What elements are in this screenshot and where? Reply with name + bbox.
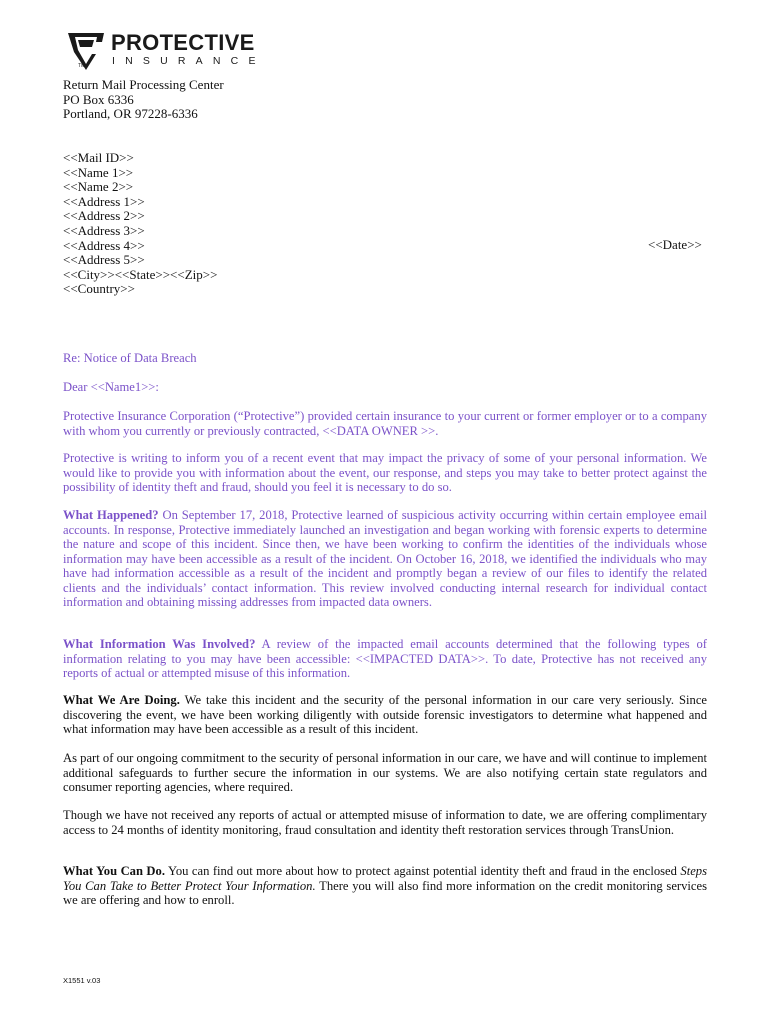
what-can-do-heading: What You Can Do.: [63, 864, 165, 878]
logo-wordmark: PROTECTIVE: [111, 30, 255, 55]
recipient-line: <<Name 1>>: [63, 164, 134, 180]
intro-paragraph-1: Protective Insurance Corporation (“Protective”) provided certain insurance to your current or former employer or to a company with whom you currently or previously contracted, <<DATA OWNER >>.: [63, 409, 707, 438]
subject-line: Re: Notice of Data Breach: [63, 351, 197, 365]
what-can-do-body: You can find out more about how to protect against potential identity theft and fraud in the enclosed: [164, 864, 681, 878]
recipient-line: <<Address 3>>: [63, 222, 145, 238]
commitment-paragraph: As part of our ongoing commitment to the security of personal information in our care, we have and will continue to implement additional safeguards to further secure the information in our systems. We are also notifying certain state regulators and consumer reporting agencies, where required.: [63, 751, 707, 794]
form-code: X1551 v.03: [63, 976, 101, 985]
recipient-line: <<Address 2>>: [63, 208, 145, 224]
steps-document-title: Steps You Can Take to Better Protect Your Information.: [63, 864, 707, 893]
mail-id: <<Mail ID>>: [63, 150, 134, 165]
what-doing-body: We take this incident and the security of the personal information in our care very seriously. Since discovering the event, we have been working diligently with outside forensic investigators to determine what happened and what information may have been accessible as a result of this incident.: [63, 693, 707, 736]
intro-paragraph-2: Protective is writing to inform you of a recent event that may impact the privacy of some of your personal information. We would like to provide you with information about the event, our response, and steps you may take to better protect against the possibility of identity theft and fraud, should you feel it is necessary to do so.: [63, 451, 707, 494]
offering-paragraph: Though we have not received any reports of actual or attempted misuse of information to date, we are offering complimentary access to 24 months of identity monitoring, fraud consultation and identity theft restoration services through TransUnion.: [63, 808, 707, 837]
recipient-line: <<Country>>: [63, 281, 135, 297]
what-info-section: [63, 637, 707, 681]
recipient-line: <<Name 2>>: [63, 179, 134, 195]
logo-subtitle: INSURANCE: [112, 55, 266, 67]
protective-logo: [66, 30, 266, 72]
return-address: [63, 78, 224, 122]
what-can-do-body-end: There you will also find more information on the credit monitoring services we are offering and how to enroll.: [63, 878, 707, 907]
shield-logo-icon: [66, 30, 106, 70]
what-happened-heading: What Happened?: [63, 508, 159, 522]
return-address-line: Portland, OR 97228-6336: [63, 106, 198, 122]
logo-trademark: TM: [78, 63, 86, 69]
what-happened-section: [63, 508, 707, 610]
what-doing-heading: What We Are Doing.: [63, 693, 180, 707]
recipient-address: [63, 151, 217, 297]
what-can-do-section: [63, 864, 707, 908]
recipient-line: <<Address 4>>: [63, 237, 145, 253]
letter-date: <<Date>>: [648, 237, 702, 252]
what-info-body: A review of the impacted email accounts determined that the following types of information relating to you may have been accessible: <<IMPACTED DATA>>. To date, Protective has not received any reports of actual or attempted misuse of this information.: [63, 637, 707, 680]
recipient-line: <<Address 1>>: [63, 193, 145, 209]
what-info-heading: What Information Was Involved?: [63, 637, 256, 651]
return-address-line: PO Box 6336: [63, 91, 134, 107]
salutation: Dear <<Name1>>:: [63, 380, 159, 394]
recipient-line: <<Address 5>>: [63, 252, 145, 268]
recipient-line: <<City>><<State>><<Zip>>: [63, 266, 218, 282]
what-happened-body: On September 17, 2018, Protective learned of suspicious activity occurring within certain employee email accounts. In response, Protective immediately launched an investigation and began working with forensic experts to determine the nature and scope of this incident. Since then, we have been working to confirm the identities of the individuals whose information may have been accessible as a result of the incident. On October 16, 2018, we identified the individuals who may have had information accessible as a result of the incident and promptly began a review of our files to identify the related clients and the individuals’ contact information. This review involved conducting internal research for individual contact information and obtaining missing addresses from impacted data owners.: [63, 508, 707, 609]
what-doing-section: [63, 693, 707, 737]
return-address-line: Return Mail Processing Center: [63, 77, 224, 92]
